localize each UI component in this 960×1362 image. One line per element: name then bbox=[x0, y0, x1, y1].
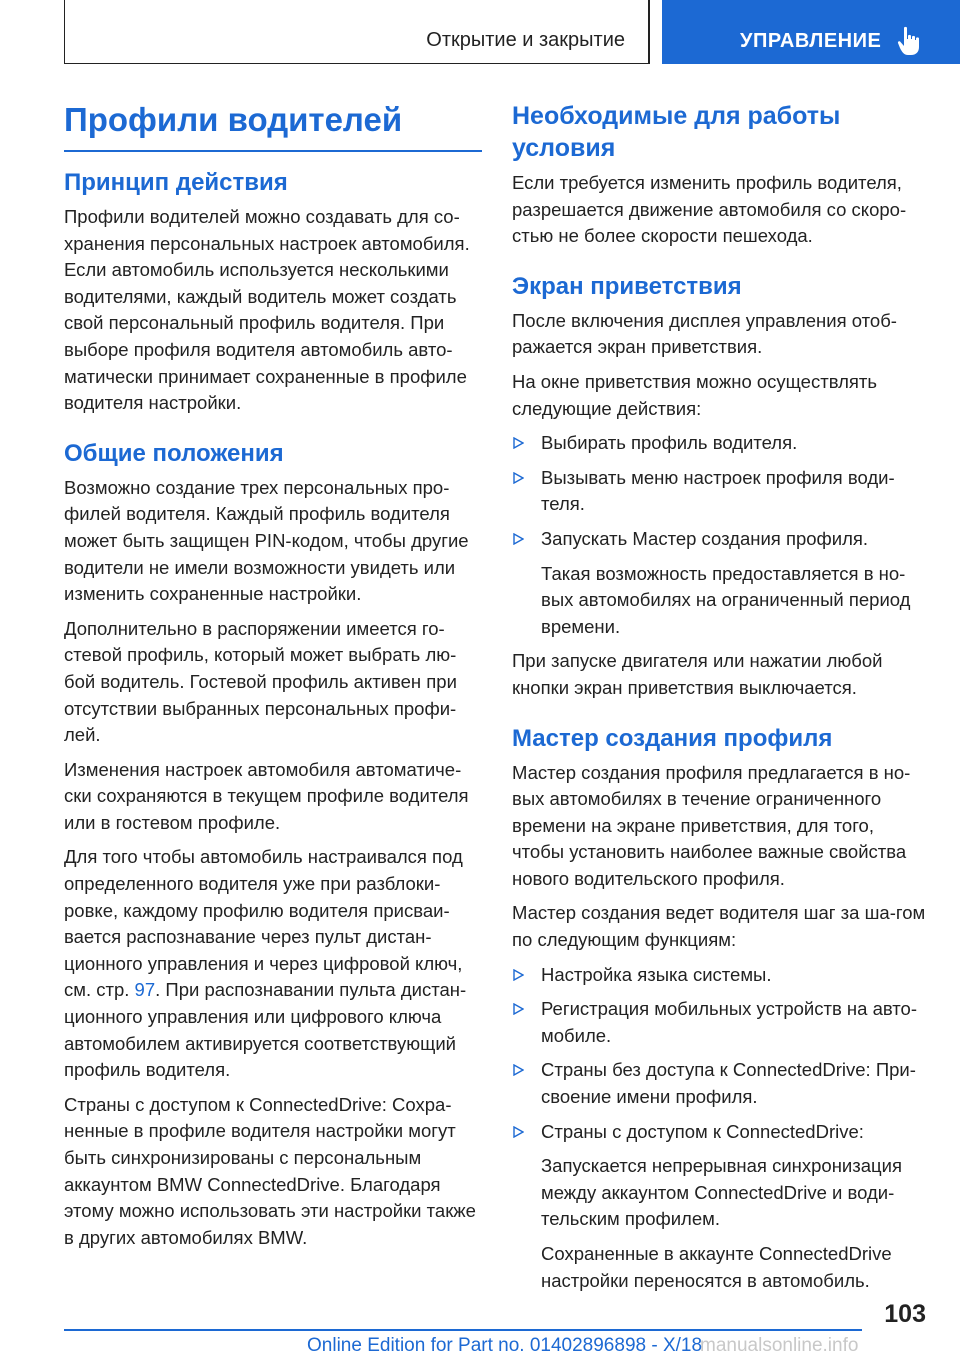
edition-text: Online Edition for Part no. 01402896898 - X/18 bbox=[307, 1335, 703, 1356]
chapter-tab bbox=[662, 0, 960, 64]
triangle-bullet-icon bbox=[513, 472, 524, 484]
wizard-paragraph-2: Мастер создания ведет водителя шаг за ша-гом по следующим функциям: bbox=[512, 902, 926, 951]
page-reference-link[interactable]: 97 bbox=[134, 979, 156, 1001]
principle-heading: Принцип действия bbox=[64, 169, 288, 196]
welcome-paragraph-2: На окне приветствия можно осуществлять следующие действия: bbox=[512, 370, 878, 419]
general-paragraph-3: Изменения настроек автомобиля автоматиче-ски сохраняются в текущем профиле водителя или в гостевом профиле. bbox=[64, 758, 469, 833]
section-title: Открытие и закрытие bbox=[426, 29, 625, 51]
general-paragraph-1: Возможно создание трех персональных про-филей водителя. Каждый профиль водителя может быть защищен PIN-кодом, чтобы другие водители не имели возможности увидеть или изменить сохраненные настройки. bbox=[64, 476, 469, 605]
page-header bbox=[64, 0, 960, 64]
principle-text: Профили водителей можно создавать для со-хранения персональных настроек автомобиля. Если автомобиль используется несколькими водителями, каждый водитель может создать свой персональный профиль водителя. При выборе профиля водителя автомобиль авто-матически принимает сохраненные в профиле водителя настройки. bbox=[64, 206, 470, 414]
general-heading: Общие положения bbox=[64, 439, 284, 467]
list-item-note: Запускается непрерывная синхронизация между аккаунтом ConnectedDrive и води-тельским профилем. bbox=[541, 1155, 902, 1230]
list-item: Запускать Мастер создания профиля. bbox=[512, 526, 928, 553]
general-paragraph-5: Страны с доступом к ConnectedDrive: Сохра-ненные в профиле водителя настройки могут быть синхронизированы с персональным аккаунтом BMW ConnectedDrive. Благодаря этому можно использовать эти настройки также в других автомобилях BMW. bbox=[64, 1093, 476, 1248]
left-column bbox=[64, 100, 482, 1259]
triangle-bullet-icon bbox=[513, 969, 524, 981]
page-number: 103 bbox=[884, 1300, 926, 1328]
title-rule bbox=[64, 150, 482, 152]
requirements-text: Если требуется изменить профиль водителя, разрешается движение автомобиля со скоро-стью не более скорости пешехода. bbox=[512, 172, 907, 247]
list-item: Страны с доступом к ConnectedDrive: bbox=[512, 1119, 928, 1146]
triangle-bullet-icon bbox=[513, 1126, 524, 1138]
list-item-note: Такая возможность предоставляется в но-вых автомобилях на ограниченный период времени. bbox=[541, 562, 911, 637]
triangle-bullet-icon bbox=[513, 1003, 524, 1015]
triangle-bullet-icon bbox=[513, 437, 524, 449]
header-divider bbox=[648, 0, 650, 64]
general-paragraph-2: Дополнительно в распоряжении имеется го-стевой профиль, который может выбрать лю-бой водитель. Гостевой профиль активен при отсутствии выбранных персональных профи-лей. bbox=[64, 617, 457, 746]
list-item: Регистрация мобильных устройств на авто-мобиле. bbox=[512, 996, 928, 1049]
general-paragraph-4: Для того чтобы автомобиль настраивался под определенного водителя уже при разблоки-ровке, каждому профилю водителя присваи-вается распознавание через пульт дистан-ционного управления и через цифровой ключ, см. стр. 97. При распознавании пульта дистан-ционного управления или цифрового ключа автомобилем активируется соответствующий профиль водителя. bbox=[64, 846, 467, 1081]
right-column bbox=[512, 100, 928, 1302]
list-item: Выбирать профиль водителя. bbox=[512, 430, 928, 457]
list-item-note: Сохраненные в аккаунте ConnectedDrive настройки переносятся в автомобиль. bbox=[541, 1243, 892, 1291]
page-title: Профили водителей bbox=[64, 101, 403, 138]
list-item: Вызывать меню настроек профиля води-теля. bbox=[512, 465, 928, 518]
wizard-paragraph-1: Мастер создания профиля предлагается в но-вых автомобилях в течение ограниченного времени на экране приветствия, для того, чтобы установить наиболее важные свойства нового водительского профиля. bbox=[512, 761, 911, 889]
list-item: Настройка языка системы. bbox=[512, 962, 928, 989]
welcome-paragraph-1: После включения дисплея управления отоб-ражается экран приветствия. bbox=[512, 309, 897, 358]
welcome-paragraph-3: При запуске двигателя или нажатии любой кнопки экран приветствия выключается. bbox=[512, 650, 883, 698]
triangle-bullet-icon bbox=[513, 1064, 524, 1076]
triangle-bullet-icon bbox=[513, 533, 524, 545]
list-item: Страны без доступа к ConnectedDrive: При-своение имени профиля. bbox=[512, 1057, 928, 1110]
watermark-site: manualsonline.info bbox=[700, 1335, 859, 1356]
footer-rule bbox=[64, 1329, 862, 1331]
welcome-heading: Экран приветствия bbox=[512, 272, 742, 300]
requirements-heading: Необходимые для работы условия bbox=[512, 102, 841, 162]
chapter-title: УПРАВЛЕНИЕ bbox=[740, 30, 882, 52]
section-header-box bbox=[64, 0, 649, 64]
hand-pointer-icon bbox=[897, 26, 923, 56]
wizard-heading: Мастер создания профиля bbox=[512, 724, 833, 752]
